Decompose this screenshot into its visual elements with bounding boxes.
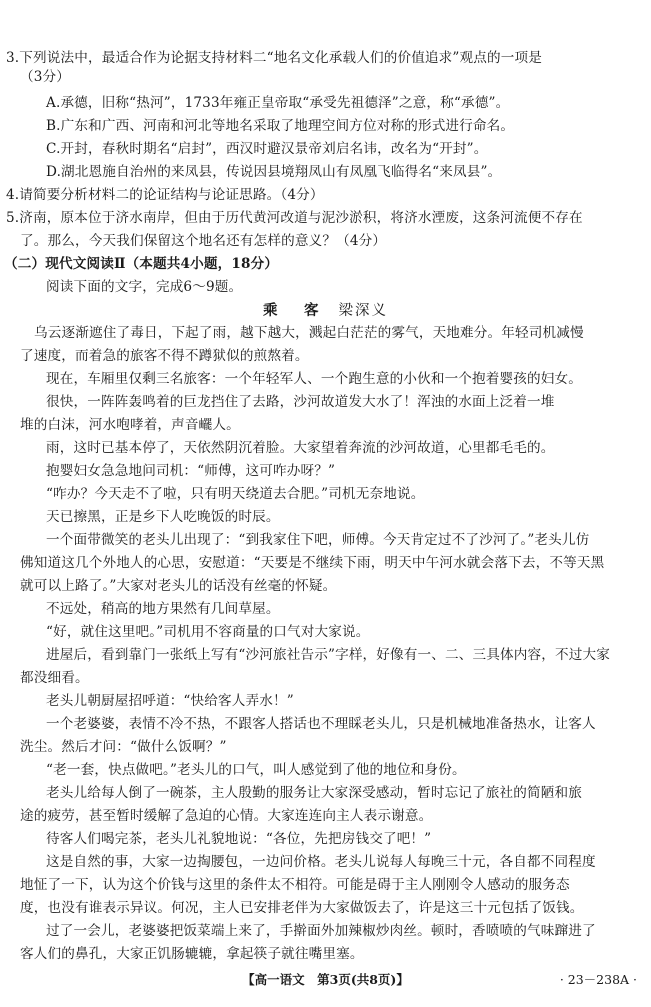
story-line: 一个老婆婆，表情不冷不热，不跟客人搭话也不理睬老头儿，只是机械地准备热水，让客人 bbox=[46, 716, 596, 732]
question-3-option-b: B.广东和广西、河南和河北等地名采取了地理空间方位对称的形式进行命名。 bbox=[46, 118, 515, 134]
story-line: 途的疲劳，甚至暂时缓解了急迫的心情。大家连连向主人表示谢意。 bbox=[20, 808, 433, 824]
story-line: 乌云逐渐遮住了毒日，下起了雨，越下越大，溅起白茫茫的雾气，天地难分。年轻司机减慢 bbox=[34, 325, 584, 341]
story-line: 地怔了一下，认为这个价钱与这里的条件太不相符。可能是碍于主人刚刚令人感动的服务态 bbox=[20, 877, 570, 893]
story-title: 乘 客 bbox=[263, 302, 325, 319]
story-line: 不远处，稍高的地方果然有几间草屋。 bbox=[46, 601, 280, 617]
story-line: 都没细看。 bbox=[20, 670, 89, 686]
story-line: 就可以上路了。”大家对老头儿的话没有丝毫的怀疑。 bbox=[20, 578, 337, 594]
question-3-line-1: 3.下列说法中，最适合作为论据支持材料二“地名文化承载人们的价值追求”观点的一项是 bbox=[6, 50, 542, 66]
story-line: 老头儿给每人倒了一碗茶，主人殷勤的服务让大家深受感动，暂时忘记了旅社的简陋和旅 bbox=[46, 785, 583, 801]
story-line: 进屋后，看到靠门一张纸上写有“沙河旅社告示”字样，好像有一、二、三具体内容，不过大家 bbox=[46, 647, 610, 663]
footer-page-info: 【高一语文 第3页(共8页)】 bbox=[242, 972, 409, 987]
story-author: 梁深义 bbox=[338, 303, 388, 319]
section-instruction: 阅读下面的文字，完成6～9题。 bbox=[46, 279, 243, 295]
story-line: 堆的白沫，河水咆哮着，声音𤳸人。 bbox=[20, 417, 240, 433]
story-line: 很快，一阵阵轰鸣着的巨龙挡住了去路，沙河故道发大水了！浑浊的水面上泛着一堆 bbox=[46, 394, 555, 410]
story-line: 洗尘。然后才问：“做什么饭啊？” bbox=[20, 739, 227, 755]
question-3-line-2: （3分） bbox=[20, 69, 71, 85]
story-line: 客人们的鼻孔，大家正饥肠辘辘，拿起筷子就往嘴里塞。 bbox=[20, 946, 364, 962]
story-line: “咋办？今天走不了啦，只有明天绕道去合肥。”司机无奈地说。 bbox=[46, 486, 425, 502]
question-3-option-c: C.开封，春秋时期名“启封”，西汉时避汉景帝刘启名讳，改名为“开封”。 bbox=[46, 141, 488, 157]
story-line: 过了一会儿，老婆婆把饭菜端上来了，手擀面外加辣椒炒肉丝。顿时，香喷喷的气味蹿进了 bbox=[46, 923, 596, 939]
question-4: 4.请简要分析材料二的论证结构与论证思路。（4分） bbox=[6, 187, 324, 203]
question-5-line-1: 5.济南，原本位于济水南岸，但由于历代黄河改道与泥沙淤积，将济水湮废，这条河流便不存在 bbox=[6, 210, 583, 226]
page-footer bbox=[0, 970, 651, 990]
story-line: 佛知道这几个外地人的心思，安慰道：“天要是不继续下雨，明天中午河水就会落下去，不等天黑 bbox=[20, 555, 605, 571]
footer-exam-code: · 23－238A · bbox=[559, 972, 637, 987]
story-line: 一个面带微笑的老头儿出现了：“到我家住下吧，师傅。今天肯定过不了沙河了。”老头儿仿 bbox=[46, 532, 590, 548]
story-line: 了速度，而着急的旅客不得不蹲狱似的煎熬着。 bbox=[20, 348, 309, 364]
story-line: “好，就住这里吧。”司机用不容商量的口气对大家说。 bbox=[46, 624, 370, 640]
question-3-option-d: D.湖北恩施自治州的来凤县，传说因县境翔凤山有凤凰飞临得名“来凤县”。 bbox=[46, 164, 502, 180]
story-line: “老一套，快点做吧。”老头儿的口气，叫人感觉到了他的地位和身份。 bbox=[46, 762, 466, 778]
story-line: 现在，车厢里仅剩三名旅客：一个年轻军人、一个跑生意的小伙和一个抱着婴孩的妇女。 bbox=[46, 371, 583, 387]
story-line: 天已擦黑，正是乡下人吃晚饭的时辰。 bbox=[46, 509, 280, 525]
story-line: 这是自然的事，大家一边掏腰包，一边问价格。老头儿说每人每晚三十元，各自都不同程度 bbox=[46, 854, 596, 870]
question-5-line-2: 了。那么，今天我们保留这个地名还有怎样的意义？（4分） bbox=[20, 233, 387, 249]
story-line: 老头儿朝厨屋招呼道：“快给客人弄水！” bbox=[46, 693, 294, 709]
question-3-option-a: A.承德，旧称“热河”，1733年雍正皇帝取“承受先祖德泽”之意，称“承德”。 bbox=[46, 95, 510, 111]
story-title-row bbox=[0, 302, 651, 320]
story-line: 抱婴妇女急急地问司机：“师傅，这可咋办呀？” bbox=[46, 463, 336, 479]
story-line: 度，也没有谁表示异议。何况，主人已安排老伴为大家做饭去了，许是这三十元包括了饭钱。 bbox=[20, 900, 584, 916]
story-line: 待客人们喝完茶，老头儿礼貌地说：“各位，先把房钱交了吧！” bbox=[46, 831, 432, 847]
story-line: 雨，这时已基本停了，天依然阴沉着脸。大家望着奔流的沙河故道，心里都毛毛的。 bbox=[46, 440, 555, 456]
section-heading: （二）现代文阅读Ⅱ（本题共4小题，18分） bbox=[4, 256, 279, 272]
